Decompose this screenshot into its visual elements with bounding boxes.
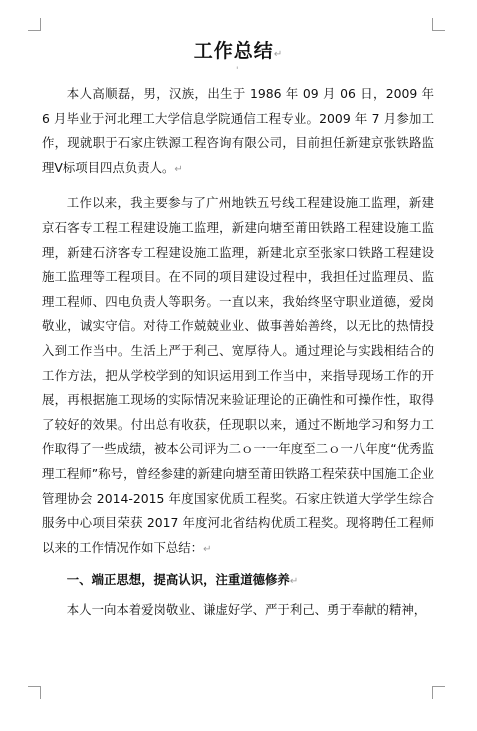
crop-mark-bottom-left [28, 686, 41, 699]
paragraph-work-experience-text: 工作以来，我主要参与了广州地铁五号线工程建设施工监理，新建京石客专工程工程建设施工监理，新建向塘至莆田铁路工程建设施工监理，新建石济客专工程建设施工监理，新建北京至张家口铁路工程建设施工监理等工程项目。在不同的项目建设过程中，我担任过监理员、监理工程师、四电负责人等职务。一直以来，我始终坚守职业道德，爱岗敬业，诚实守信。对待工作兢兢业业、做事善始善终，以无比的热情投入到工作当中。生活上严于利己、宽厚待人。通过理论与实践相结合的工作方法，把从学校学到的知识运用到工作当中，来指导现场工作的开展，再根据施工现场的实际情况来验证理论的正确性和可操作性，取得了较好的效果。付出总有收获，任现职以来，通过不断地学习和努力工作取得了一些成绩，被本公司评为二ｏ一一年度至二ｏ一八年度“优秀监理工程师”称号，曾经参建的新建向塘至莆田铁路工程荣获中国施工企业管理协会 2014-2015 年度国家优质工程奖。石家庄铁道大学学生综合服务中心项目荣获 2017 年度河北省结构优质工程奖。现将聘任工程师以来的工作情况作如下总结： [42, 195, 434, 555]
crop-mark-top-right [432, 18, 445, 31]
crop-mark-top-left [28, 18, 41, 31]
paragraph-mark: ↵ [174, 163, 183, 175]
section-heading-1-text: 一、端正思想，提高认识，注重道德修养 [66, 572, 290, 588]
paragraph-work-experience [42, 191, 434, 562]
paragraph-mark: ↵ [289, 576, 299, 588]
paragraph-section-1-text: 本人一向本着爱岗敬业、谦虚好学、严于利己、勇于奉献的精神， [66, 601, 427, 617]
document-body[interactable] [42, 82, 434, 622]
paragraph-intro-text: 本人高顺磊，男，汉族，出生于 1986 年 09 月 06 日，2009 年 6 月毕业于河北理工大学信息学院通信工程专业。2009 年 7 月参加工作，现就职于石家庄铁源工程咨询有限公司，目前担任新建京张铁路监理Ⅴ标项目四点负责人。 [42, 86, 434, 175]
center-mark: ' [236, 66, 239, 76]
paragraph-section-1 [42, 598, 434, 623]
paragraph-mark: ↵ [273, 49, 284, 60]
crop-mark-bottom-right [432, 686, 445, 699]
paragraph-mark: ↵ [203, 543, 212, 555]
paragraph-intro [42, 82, 434, 182]
document-title[interactable] [0, 39, 477, 67]
document-title-text: 工作总结 [193, 40, 274, 62]
section-heading-1 [42, 568, 434, 595]
